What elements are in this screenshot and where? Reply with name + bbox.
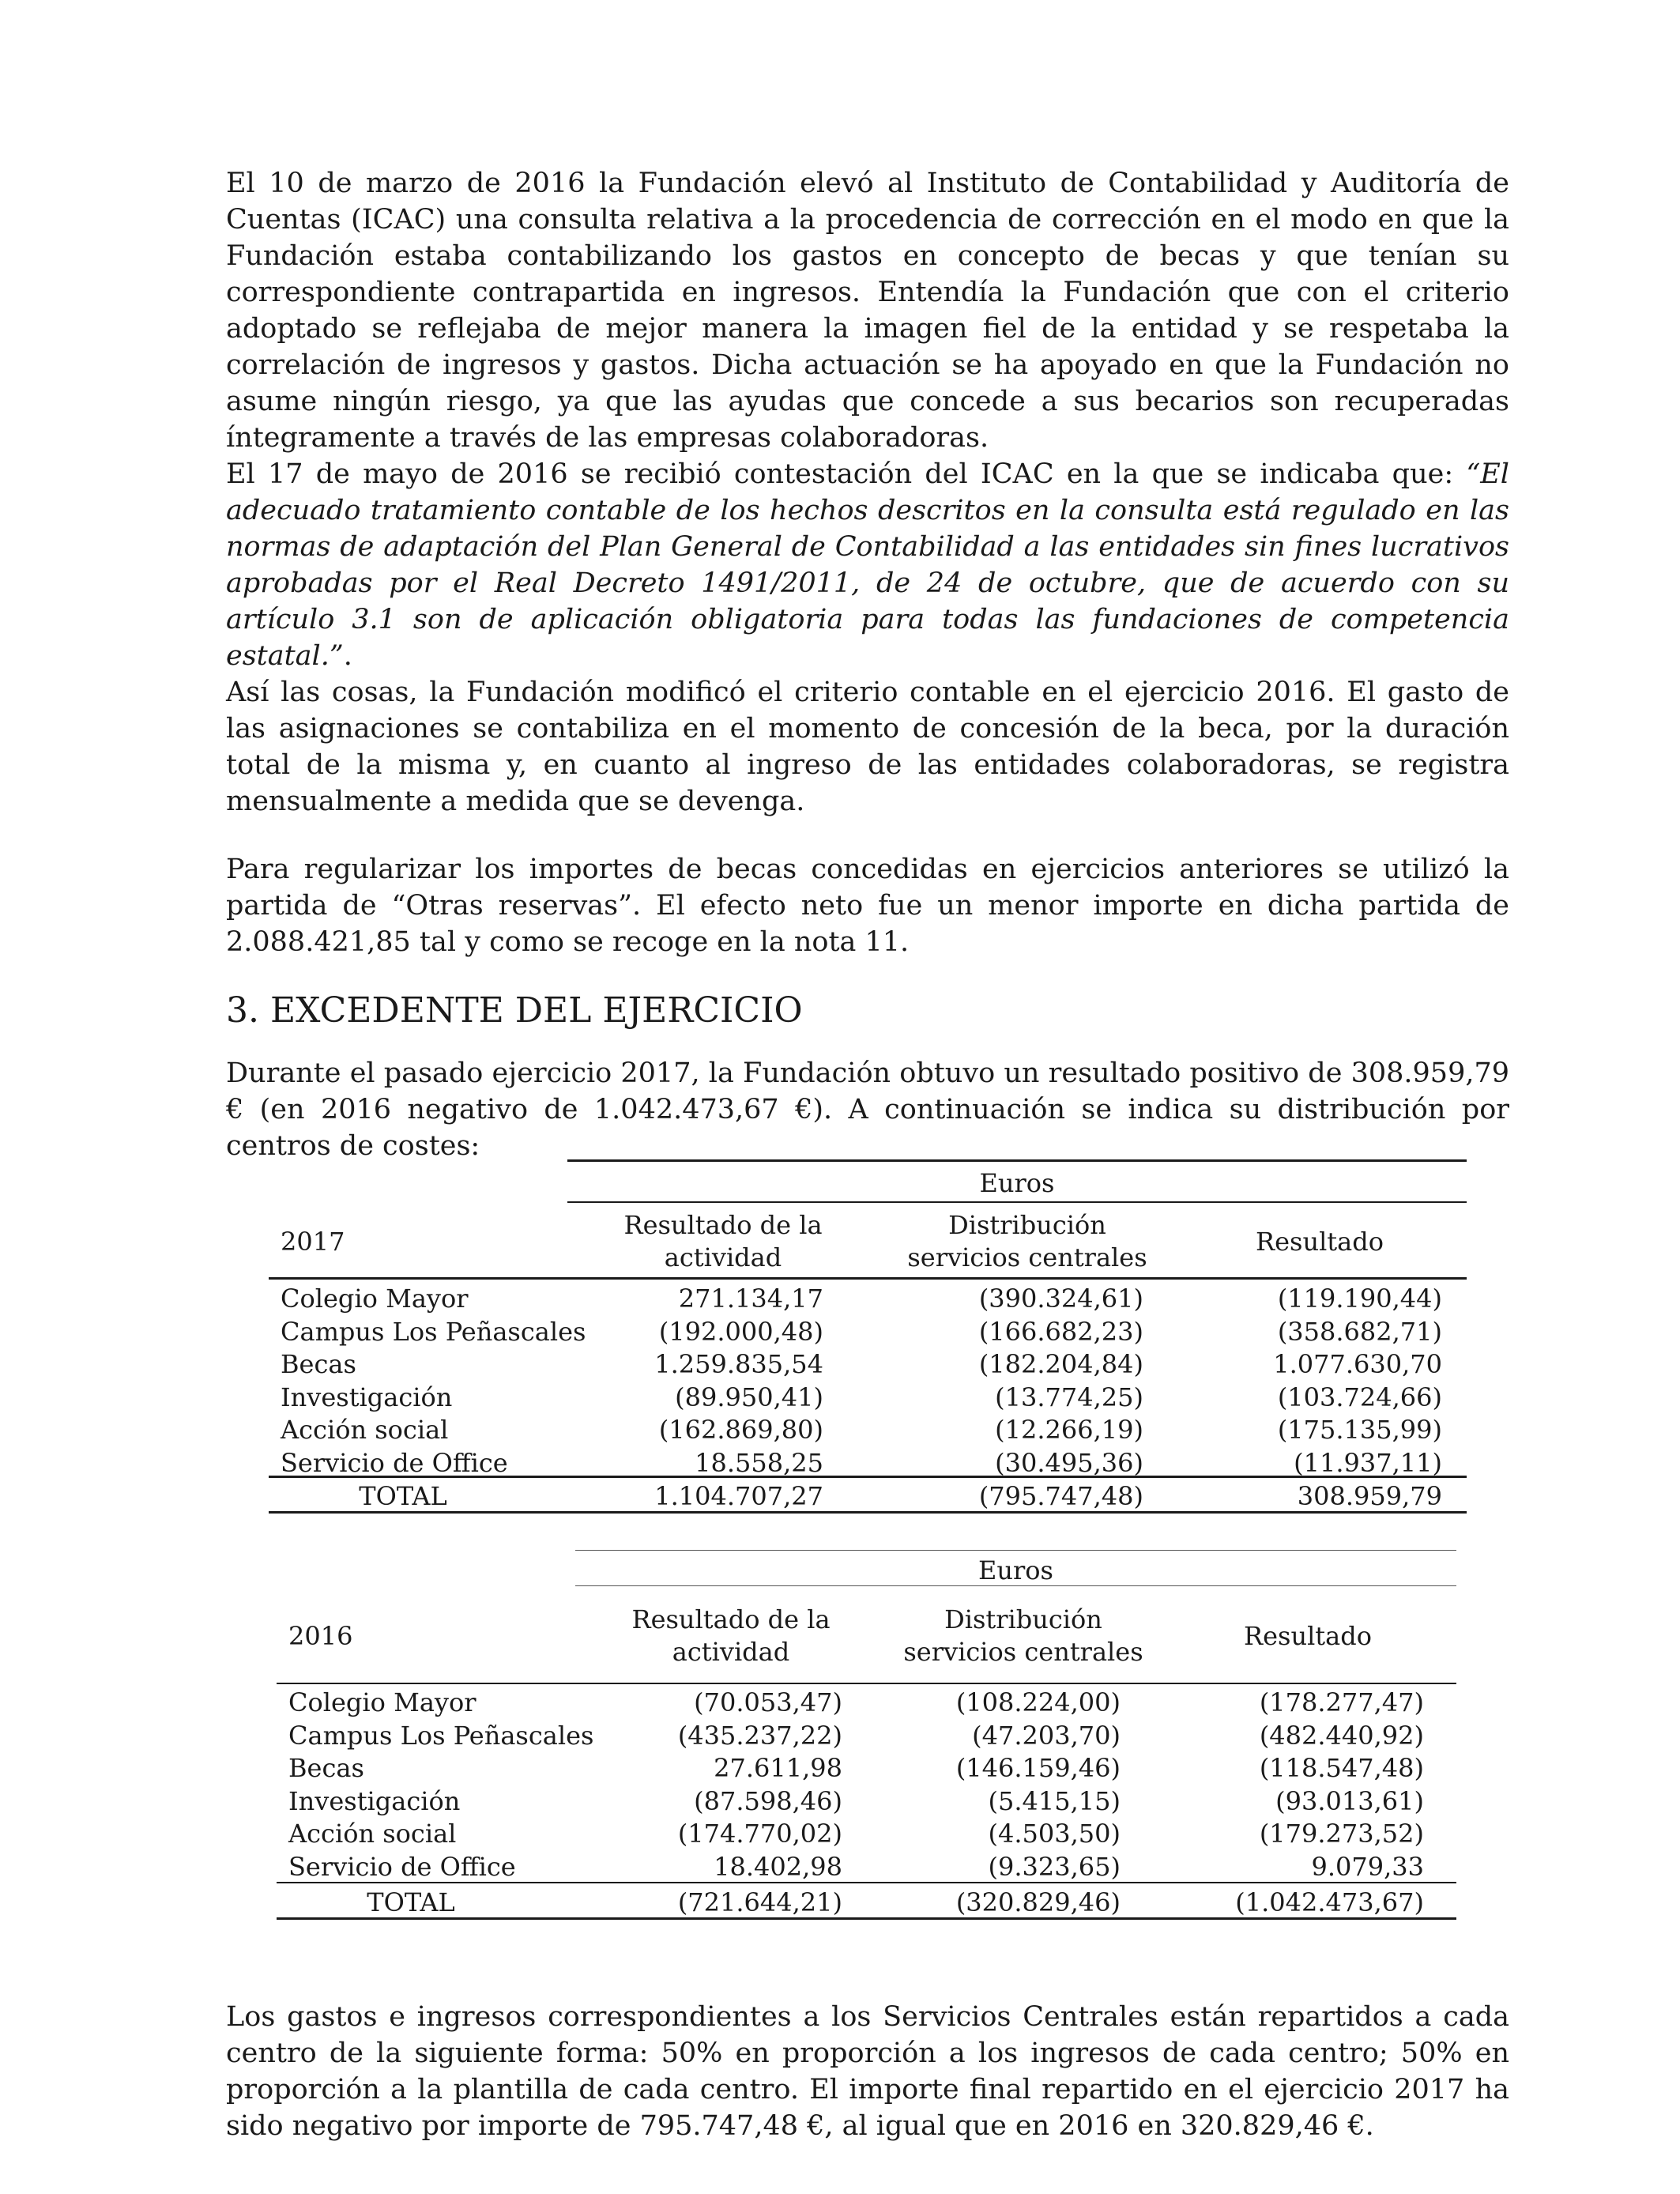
total-resultado: (1.042.473,67) xyxy=(1235,1887,1424,1917)
cell-resultado-actividad: (87.598,46) xyxy=(694,1785,842,1816)
table-header-year: 2017 xyxy=(281,1227,345,1257)
cell-resultado: (118.547,48) xyxy=(1259,1753,1424,1783)
cell-resultado: (119.190,44) xyxy=(1277,1284,1442,1314)
row-label: Becas xyxy=(281,1349,356,1379)
cell-resultado: (358.682,71) xyxy=(1277,1316,1442,1347)
row-label: Servicio de Office xyxy=(281,1447,508,1478)
cell-resultado: (93.013,61) xyxy=(1275,1785,1424,1816)
cell-resultado: (11.937,11) xyxy=(1294,1447,1442,1478)
paragraph-criterio-contable: Así las cosas, la Fundación modificó el criterio contable en el ejercicio 2016. El gasto de las asignaciones se contabiliza en el momento de concesión de la beca, por la duración total de la misma y, en cuanto al ingreso de las entidades colaboradoras, se registra mensualmente a medida que se devenga. xyxy=(226,677,1509,817)
row-label: Becas xyxy=(288,1753,364,1783)
cell-resultado: (175.135,99) xyxy=(1277,1415,1442,1445)
table-rule xyxy=(567,1159,1467,1162)
row-label: Campus Los Peñascales xyxy=(288,1720,594,1751)
cell-distribucion: (4.503,50) xyxy=(988,1819,1121,1849)
table-rule xyxy=(567,1201,1467,1203)
total-resultado-actividad: (721.644,21) xyxy=(677,1887,842,1917)
cell-distribucion: (146.159,46) xyxy=(955,1753,1121,1783)
cell-resultado: (179.273,52) xyxy=(1259,1819,1424,1849)
table-header-distribucion-1: Distribución xyxy=(944,1604,1102,1634)
paragraph-icac-contestacion-tail: . xyxy=(343,640,352,672)
cell-resultado: 1.077.630,70 xyxy=(1273,1349,1442,1379)
cell-resultado-actividad: 1.259.835,54 xyxy=(654,1349,823,1379)
paragraph-icac-contestacion-lead: El 17 de mayo de 2016 se recibió contestación del ICAC en la que se indicaba que: xyxy=(226,458,1467,490)
quote-icac: “El adecuado tratamiento contable de los hechos descritos en la consulta está regulado en las normas de adaptación del Plan General de Contabilidad a las entidades sin fines lucrativos aprobadas por el Real Decreto 1491/2011, de 24 de octubre, que de acuerdo con su artículo 3.1 son de aplicación obligatoria para todas las fundaciones de competencia estatal.” xyxy=(226,458,1509,672)
row-label: Acción social xyxy=(288,1819,457,1849)
table-rule xyxy=(269,1476,1467,1478)
cell-resultado-actividad: 18.558,25 xyxy=(695,1447,823,1478)
cell-resultado-actividad: (89.950,41) xyxy=(675,1382,823,1412)
row-label: Colegio Mayor xyxy=(288,1687,477,1717)
cell-resultado: (482.440,92) xyxy=(1259,1720,1424,1751)
table-header-resultado-actividad-1: Resultado de la xyxy=(631,1604,831,1634)
table-rule xyxy=(277,1917,1456,1920)
cell-resultado: (178.277,47) xyxy=(1259,1687,1424,1717)
paragraph-icac-contestacion xyxy=(226,456,1509,674)
cell-resultado-actividad: 18.402,98 xyxy=(714,1851,842,1882)
cell-resultado-actividad: 271.134,17 xyxy=(678,1284,823,1314)
total-resultado: 308.959,79 xyxy=(1297,1481,1442,1511)
table-header-resultado-actividad-2: actividad xyxy=(672,1637,790,1667)
cell-resultado-actividad: (70.053,47) xyxy=(694,1687,842,1717)
cell-resultado: 9.079,33 xyxy=(1311,1851,1424,1882)
table-header-distribucion-2: servicios centrales xyxy=(907,1242,1147,1272)
cell-distribucion: (166.682,23) xyxy=(978,1316,1143,1347)
cell-distribucion: (390.324,61) xyxy=(978,1284,1143,1314)
table-header-resultado: Resultado xyxy=(1256,1227,1384,1257)
row-label: Campus Los Peñascales xyxy=(281,1316,586,1347)
cell-distribucion: (108.224,00) xyxy=(955,1687,1121,1717)
total-distribucion: (795.747,48) xyxy=(978,1481,1143,1511)
total-resultado-actividad: 1.104.707,27 xyxy=(654,1481,823,1511)
row-label: Acción social xyxy=(281,1415,449,1445)
row-label: Investigación xyxy=(281,1382,453,1412)
cell-resultado-actividad: 27.611,98 xyxy=(714,1753,842,1783)
total-distribucion: (320.829,46) xyxy=(955,1887,1121,1917)
section-heading-excedente: 3. EXCEDENTE DEL EJERCICIO xyxy=(226,990,803,1031)
paragraph-otras-reservas: Para regularizar los importes de becas concedidas en ejercicios anteriores se utilizó la partida de “Otras reservas”. El efecto neto fue un menor importe en dicha partida de 2.088.421,85 tal y como se recoge en la nota 11. xyxy=(226,854,1509,958)
cell-distribucion: (47.203,70) xyxy=(972,1720,1121,1751)
paragraph-resultado-ejercicio: Durante el pasado ejercicio 2017, la Fundación obtuvo un resultado positivo de 308.959,79 € (en 2016 negativo de 1.042.473,67 €). A continuación se indica su distribución por centros de costes: xyxy=(226,1057,1509,1162)
paragraph-servicios-centrales: Los gastos e ingresos correspondientes a los Servicios Centrales están repartidos a cada centro de la siguiente forma: 50% en proporción a los ingresos de cada centro; 50% en proporción a la plantilla de cada centro. El importe final repartido en el ejercicio 2017 ha sido negativo por importe de 795.747,48 €, al igual que en 2016 en 320.829,46 €. xyxy=(226,2001,1509,2142)
table-header-year: 2016 xyxy=(288,1621,353,1651)
table-header-distribucion-2: servicios centrales xyxy=(903,1637,1143,1667)
table-rule xyxy=(575,1550,1456,1551)
table-rule xyxy=(575,1585,1456,1586)
cell-resultado-actividad: (162.869,80) xyxy=(658,1415,823,1445)
cell-resultado-actividad: (435.237,22) xyxy=(677,1720,842,1751)
total-label: TOTAL xyxy=(367,1887,455,1917)
cell-distribucion: (5.415,15) xyxy=(988,1785,1121,1816)
row-label: Colegio Mayor xyxy=(281,1284,469,1314)
table-rule xyxy=(269,1277,1467,1280)
table-rule xyxy=(269,1511,1467,1514)
table-header-euros: Euros xyxy=(979,1168,1055,1198)
cell-distribucion: (182.204,84) xyxy=(978,1349,1143,1379)
table-header-distribucion-1: Distribución xyxy=(948,1210,1106,1240)
row-label: Investigación xyxy=(288,1785,461,1816)
table-header-resultado-actividad-1: Resultado de la xyxy=(623,1210,823,1240)
cell-distribucion: (30.495,36) xyxy=(995,1447,1143,1478)
cell-distribucion: (12.266,19) xyxy=(995,1415,1143,1445)
cell-distribucion: (9.323,65) xyxy=(988,1851,1121,1882)
cell-resultado: (103.724,66) xyxy=(1277,1382,1442,1412)
cell-distribucion: (13.774,25) xyxy=(995,1382,1143,1412)
table-rule xyxy=(277,1683,1456,1684)
total-label: TOTAL xyxy=(359,1481,447,1511)
paragraph-icac-consulta: El 10 de marzo de 2016 la Fundación elevó al Instituto de Contabilidad y Auditoría de Cuentas (ICAC) una consulta relativa a la procedencia de corrección en el modo en que la Fundación estaba contabilizando los gastos en concepto de becas y que tenían su correspondiente contrapartida en ingresos. Entendía la Fundación que con el criterio adoptado se reflejaba de mejor manera la imagen fiel de la entidad y se respetaba la correlación de ingresos y gastos. Dicha actuación se ha apoyado en que la Fundación no asume ningún riesgo, ya que las ayudas que concede a sus becarios son recuperadas íntegramente a través de las empresas colaboradoras. xyxy=(226,168,1509,454)
table-header-euros: Euros xyxy=(978,1555,1053,1585)
cell-resultado-actividad: (174.770,02) xyxy=(677,1819,842,1849)
table-rule xyxy=(277,1882,1456,1883)
table-header-resultado: Resultado xyxy=(1244,1621,1372,1651)
cell-resultado-actividad: (192.000,48) xyxy=(658,1316,823,1347)
table-header-resultado-actividad-2: actividad xyxy=(664,1242,782,1272)
row-label: Servicio de Office xyxy=(288,1851,516,1882)
